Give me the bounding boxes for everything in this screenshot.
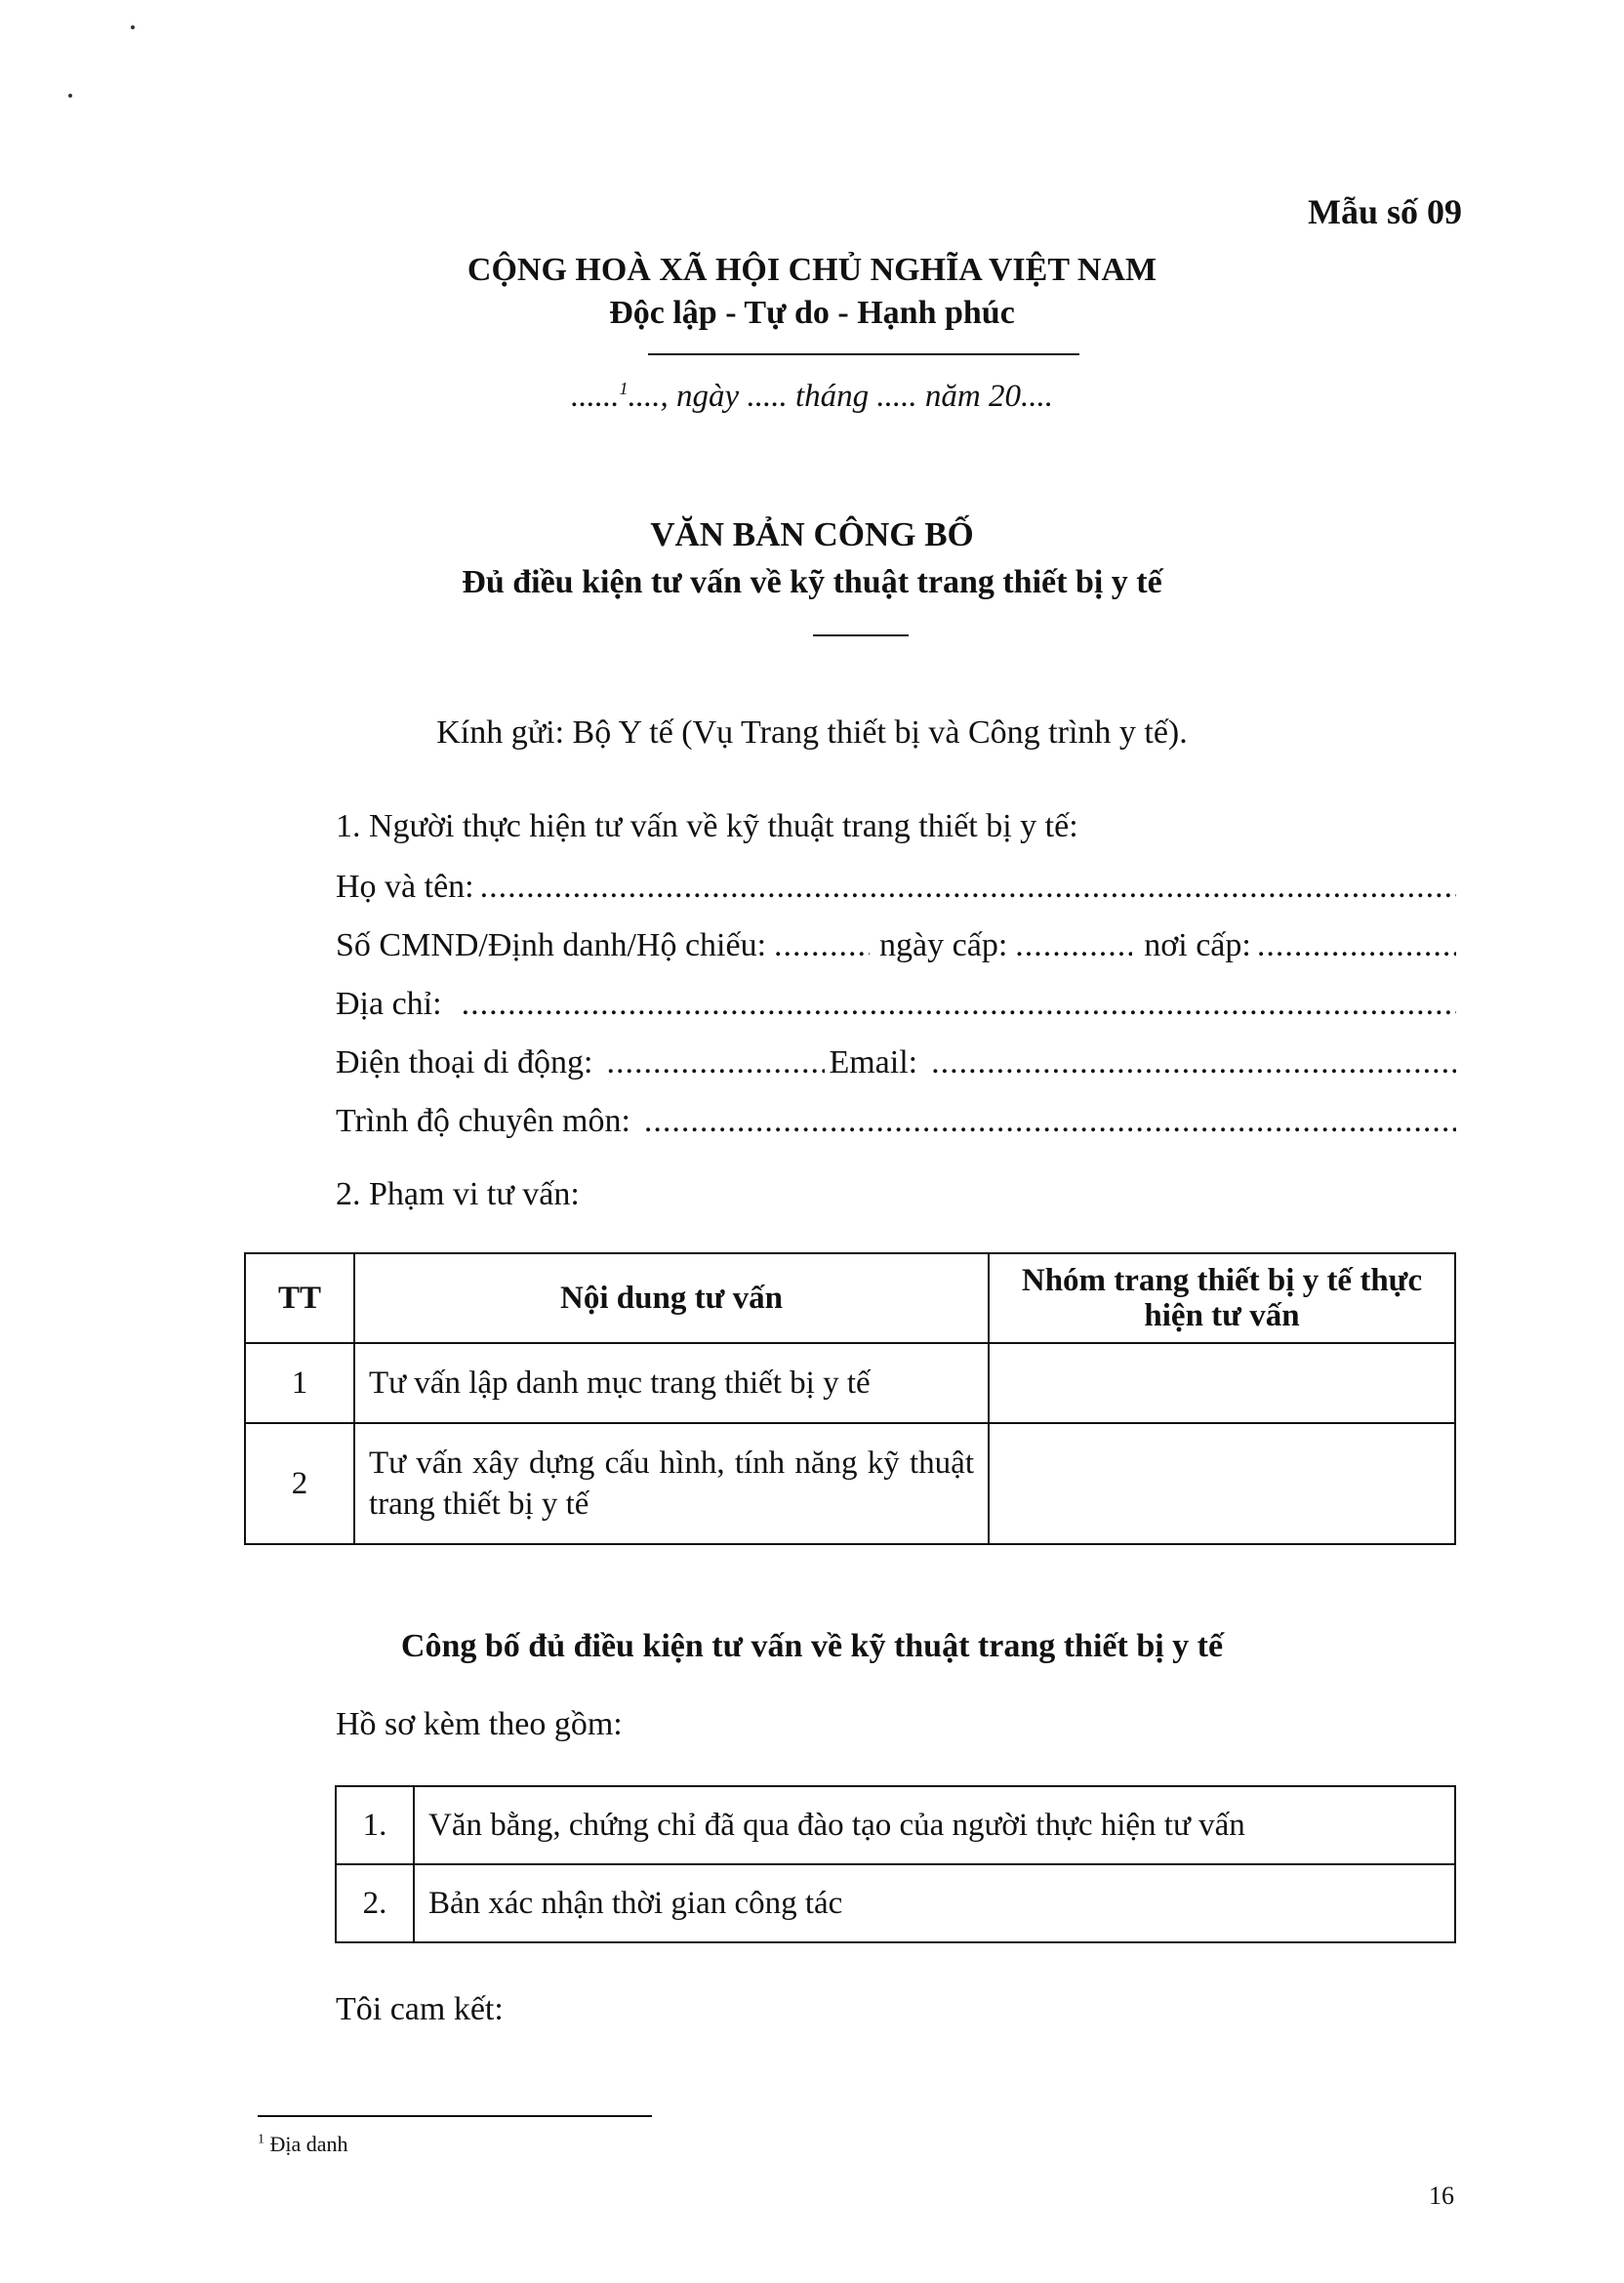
id-blank	[766, 927, 870, 964]
table-header-row	[245, 1253, 1455, 1343]
issue-date-label: ngày cấp:	[879, 927, 1008, 963]
address-row	[336, 986, 1456, 1023]
id-label: Số CMND/Định danh/Hộ chiếu:	[336, 927, 767, 963]
header-no: TT	[245, 1253, 354, 1343]
qualification-label: Trình độ chuyên môn:	[336, 1103, 630, 1139]
table-row	[245, 1423, 1455, 1544]
document-subtitle: Đủ điều kiện tư vấn về kỹ thuật trang thiết bị y tế	[462, 564, 1162, 600]
qualification-row	[336, 1103, 1456, 1140]
title-underline	[813, 634, 909, 636]
phone-blank	[592, 1044, 825, 1081]
email-blank	[917, 1044, 1456, 1081]
motto-underline	[648, 353, 1079, 355]
row-group	[989, 1423, 1455, 1544]
table-row	[336, 1864, 1455, 1942]
attachments-table	[335, 1785, 1456, 1943]
page-number: 16	[1429, 2181, 1454, 2210]
full-name-label: Họ và tên:	[336, 869, 474, 905]
full-name-row	[336, 869, 1456, 906]
scan-speck	[68, 94, 72, 98]
scan-speck	[131, 25, 135, 29]
issue-place-blank	[1251, 927, 1456, 964]
phone-email-row	[336, 1044, 1456, 1081]
attachments-label: Hồ sơ kèm theo gồm:	[336, 1706, 623, 1742]
date-prefix: ......	[571, 379, 620, 414]
issue-date-blank	[1007, 927, 1132, 964]
table-row	[245, 1343, 1455, 1423]
date-rest: ...., ngày ..... tháng ..... năm 20....	[628, 379, 1053, 414]
form-number: Mẫu số 09	[1307, 192, 1462, 231]
scope-table	[244, 1252, 1456, 1545]
id-row	[336, 927, 1456, 964]
section1-heading: 1. Người thực hiện tư vấn về kỹ thuật trang thiết bị y tế:	[336, 808, 1078, 844]
document-title: VĂN BẢN CÔNG BỐ	[650, 515, 974, 553]
full-name-blank	[474, 869, 1456, 906]
header-content: Nội dung tư vấn	[354, 1253, 989, 1343]
footnote	[258, 2132, 348, 2157]
table-row	[336, 1786, 1455, 1864]
commitment-label: Tôi cam kết:	[336, 1991, 504, 2027]
phone-label: Điện thoại di động:	[336, 1044, 593, 1080]
issue-place-label: nơi cấp:	[1144, 927, 1251, 963]
place-date-line	[0, 379, 1624, 415]
nation-heading: CỘNG HOÀ XÃ HỘI CHỦ NGHĨA VIỆT NAM	[467, 252, 1157, 288]
national-motto: Độc lập - Tự do - Hạnh phúc	[609, 295, 1015, 331]
row-group	[989, 1343, 1455, 1423]
footnote-divider	[258, 2115, 652, 2117]
address-blank	[442, 986, 1456, 1023]
attachment-text: Văn bằng, chứng chỉ đã qua đào tạo của người thực hiện tư vấn	[414, 1786, 1455, 1864]
attachment-no: 2.	[336, 1864, 414, 1942]
qualification-blank	[630, 1103, 1456, 1140]
declaration-title: Công bố đủ điều kiện tư vấn về kỹ thuật trang thiết bị y tế	[400, 1628, 1224, 1664]
footnote-text: Địa danh	[269, 2132, 348, 2156]
row-content: Tư vấn lập danh mục trang thiết bị y tế	[354, 1343, 989, 1423]
row-no: 1	[245, 1343, 354, 1423]
section2-heading: 2. Phạm vi tư vấn:	[336, 1176, 580, 1212]
email-label: Email:	[829, 1044, 918, 1080]
header-group: Nhóm trang thiết bị y tế thực hiện tư vấn	[989, 1253, 1455, 1343]
attachment-text: Bản xác nhận thời gian công tác	[414, 1864, 1455, 1942]
footnote-ref: 1	[619, 379, 629, 398]
attachment-no: 1.	[336, 1786, 414, 1864]
row-no: 2	[245, 1423, 354, 1544]
recipient-line: Kính gửi: Bộ Y tế (Vụ Trang thiết bị và Công trình y tế).	[436, 714, 1188, 751]
footnote-number: 1	[258, 2132, 264, 2147]
address-label: Địa chỉ:	[336, 986, 442, 1022]
row-content: Tư vấn xây dựng cấu hình, tính năng kỹ thuật trang thiết bị y tế	[354, 1423, 989, 1544]
